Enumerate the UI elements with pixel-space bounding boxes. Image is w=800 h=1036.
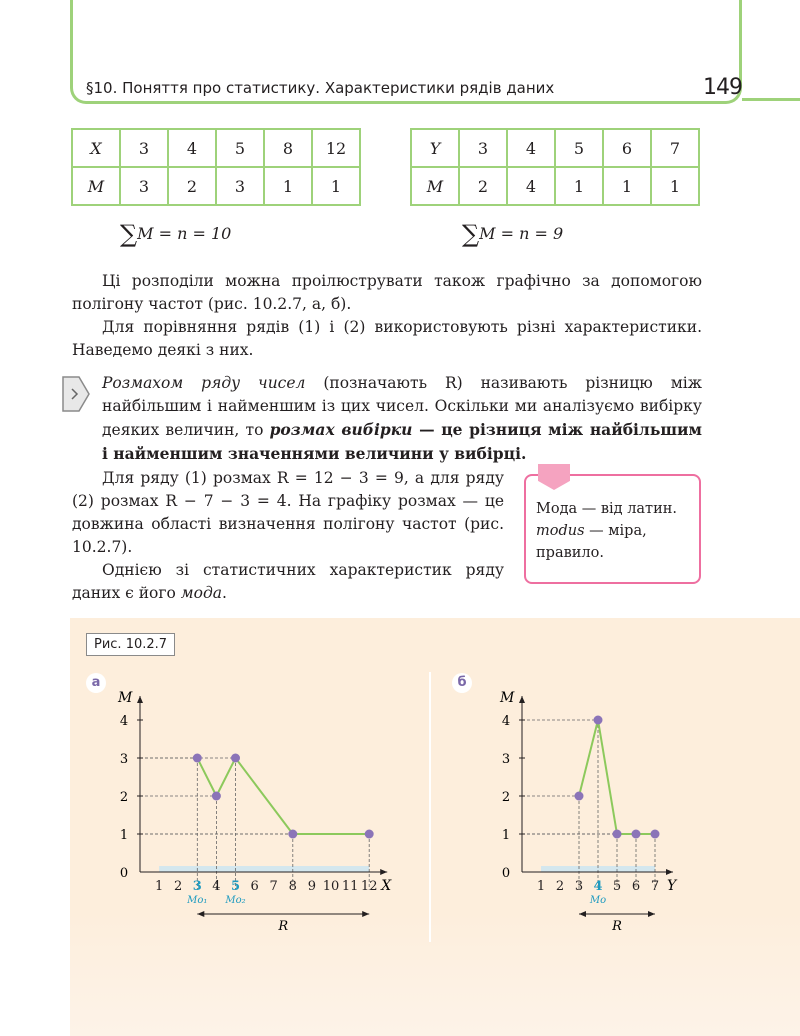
table-y	[410, 128, 700, 206]
polygon-line	[197, 758, 369, 834]
table-cell: 4	[507, 129, 555, 167]
table-cell: 4	[168, 129, 216, 167]
data-point	[212, 792, 221, 801]
x-tick-label: 4	[212, 879, 221, 894]
mode-label: Mo₁	[187, 895, 208, 906]
paragraph-3: Для ряду (1) розмах R = 12 − 3 = 9, а для ряду (2) розмах R − 7 − 3 = 4. На графіку розмах — це довжина області визначення полігону частот (рис. 10.2.7).	[72, 469, 504, 556]
table-cell: 6	[603, 129, 651, 167]
y-tick-label: 4	[119, 714, 129, 729]
definition-term-2: розмах вибірки	[269, 420, 413, 439]
x-tick-label: 7	[650, 879, 660, 894]
sum-x: ∑M = n = 10	[120, 220, 232, 248]
y-tick-label: 0	[501, 866, 511, 881]
x-axis-band	[159, 866, 369, 872]
definition-term: Розмахом ряду чисел	[102, 374, 306, 392]
x-tick-label: 5	[230, 879, 241, 894]
mode-label: Mo	[589, 895, 607, 906]
x-tick-label: 9	[307, 879, 317, 894]
table-cell: 1	[651, 167, 699, 205]
table-cell: 12	[312, 129, 360, 167]
x-axis-label: Y	[667, 878, 677, 894]
table-cell: 1	[264, 167, 312, 205]
x-tick-label: 2	[174, 879, 183, 894]
table-cell: 5	[216, 129, 264, 167]
subfigure-label-b: б	[452, 673, 472, 693]
note-tab-icon	[538, 464, 570, 490]
paragraph-2: Для порівняння рядів (1) і (2) використовують різні характеристики. Наведемо деякі з них.	[72, 318, 702, 359]
x-tick-label: 8	[288, 879, 297, 894]
x-tick-label: 5	[612, 879, 622, 894]
y-axis-arrow-icon	[137, 696, 143, 703]
x-tick-label: 4	[593, 879, 603, 894]
table-cell: Y	[411, 129, 459, 167]
x-tick-label: 3	[192, 879, 202, 894]
data-point	[575, 792, 584, 801]
range-arrowhead-icon	[648, 911, 655, 917]
definition	[102, 372, 702, 466]
definition-text-2: — це різниця між найбільшим і найменшим значеннями величини у вибірці.	[102, 420, 702, 463]
x-tick-label: 6	[250, 879, 259, 894]
y-tick-label: 3	[119, 752, 129, 767]
data-point	[288, 830, 297, 839]
x-tick-label: 2	[555, 879, 565, 894]
x-tick-label: 6	[631, 879, 641, 894]
y-tick-label: 1	[119, 828, 129, 843]
range-label: R	[278, 919, 289, 934]
page-number: 149	[703, 75, 742, 100]
data-point	[231, 754, 240, 763]
polygon-line	[579, 720, 655, 834]
table-cell: 3	[459, 129, 507, 167]
x-axis-label: X	[381, 878, 392, 894]
x-axis-arrow-icon	[380, 869, 387, 875]
range-arrowhead-icon	[197, 911, 204, 917]
data-point	[632, 830, 641, 839]
data-point	[193, 754, 202, 763]
note-line: Мода — від латин.	[536, 501, 678, 517]
x-tick-label: 3	[574, 879, 584, 894]
y-tick-label: 0	[119, 866, 129, 881]
data-point	[365, 830, 374, 839]
chart-a	[100, 680, 420, 940]
y-axis-label: M	[500, 690, 515, 706]
table-cell: 3	[216, 167, 264, 205]
y-tick-label: 4	[501, 714, 511, 729]
table-cell: M	[411, 167, 459, 205]
figure-divider	[429, 672, 431, 942]
paragraph-1: Ці розподіли можна проілюструвати також графічно за допомогою полігону частот (рис. 10.2.7, а, б).	[72, 272, 702, 313]
table-cell: 2	[168, 167, 216, 205]
table-cell: 1	[312, 167, 360, 205]
x-tick-label: 12	[360, 879, 378, 894]
running-header: §10. Поняття про статистику. Характеристики рядів даних	[86, 79, 555, 97]
x-tick-label: 10	[322, 879, 340, 894]
x-tick-label: 1	[154, 879, 164, 894]
table-cell: 5	[555, 129, 603, 167]
y-tick-label: 1	[501, 828, 511, 843]
x-tick-label: 7	[269, 879, 278, 894]
table-cell: M	[72, 167, 120, 205]
chart-b	[480, 680, 720, 940]
data-point	[651, 830, 660, 839]
definition-text: (позначають R) називають різницю між найбільшим і найменшим із цих чисел. Оскільки ми аналізуємо вибірку деяких величин, то	[102, 374, 702, 439]
data-point	[594, 716, 603, 725]
figure-label: Рис. 10.2.7	[86, 633, 175, 656]
x-axis-arrow-icon	[666, 869, 673, 875]
table-cell: 2	[459, 167, 507, 205]
note-line: modus — міра,	[536, 523, 647, 539]
table-x	[71, 128, 361, 206]
y-tick-label: 2	[501, 790, 511, 805]
table-cell: 4	[507, 167, 555, 205]
table-cell: 7	[651, 129, 699, 167]
range-arrowhead-icon	[579, 911, 586, 917]
data-point	[613, 830, 622, 839]
range-label: R	[612, 919, 622, 934]
table-cell: 1	[555, 167, 603, 205]
mode-label: Mo₂	[225, 895, 246, 906]
y-tick-label: 2	[119, 790, 129, 805]
sum-y: ∑M = n = 9	[462, 220, 564, 248]
subfigure-label-a: а	[86, 673, 106, 693]
header-rule	[742, 98, 800, 101]
y-axis-label: M	[118, 690, 133, 706]
x-tick-label: 11	[341, 879, 359, 894]
table-cell: 3	[120, 167, 168, 205]
table-cell: X	[72, 129, 120, 167]
paragraph-4: Однією зі статистичних характеристик ряду даних є його мода.	[72, 561, 504, 602]
x-tick-label: 1	[536, 879, 546, 894]
definition-marker-icon	[62, 376, 90, 412]
table-cell: 8	[264, 129, 312, 167]
table-cell: 1	[603, 167, 651, 205]
y-axis-arrow-icon	[519, 696, 525, 703]
table-cell: 3	[120, 129, 168, 167]
margin-note	[524, 474, 701, 584]
y-tick-label: 3	[501, 752, 511, 767]
range-arrowhead-icon	[362, 911, 369, 917]
note-line: правило.	[536, 545, 604, 561]
